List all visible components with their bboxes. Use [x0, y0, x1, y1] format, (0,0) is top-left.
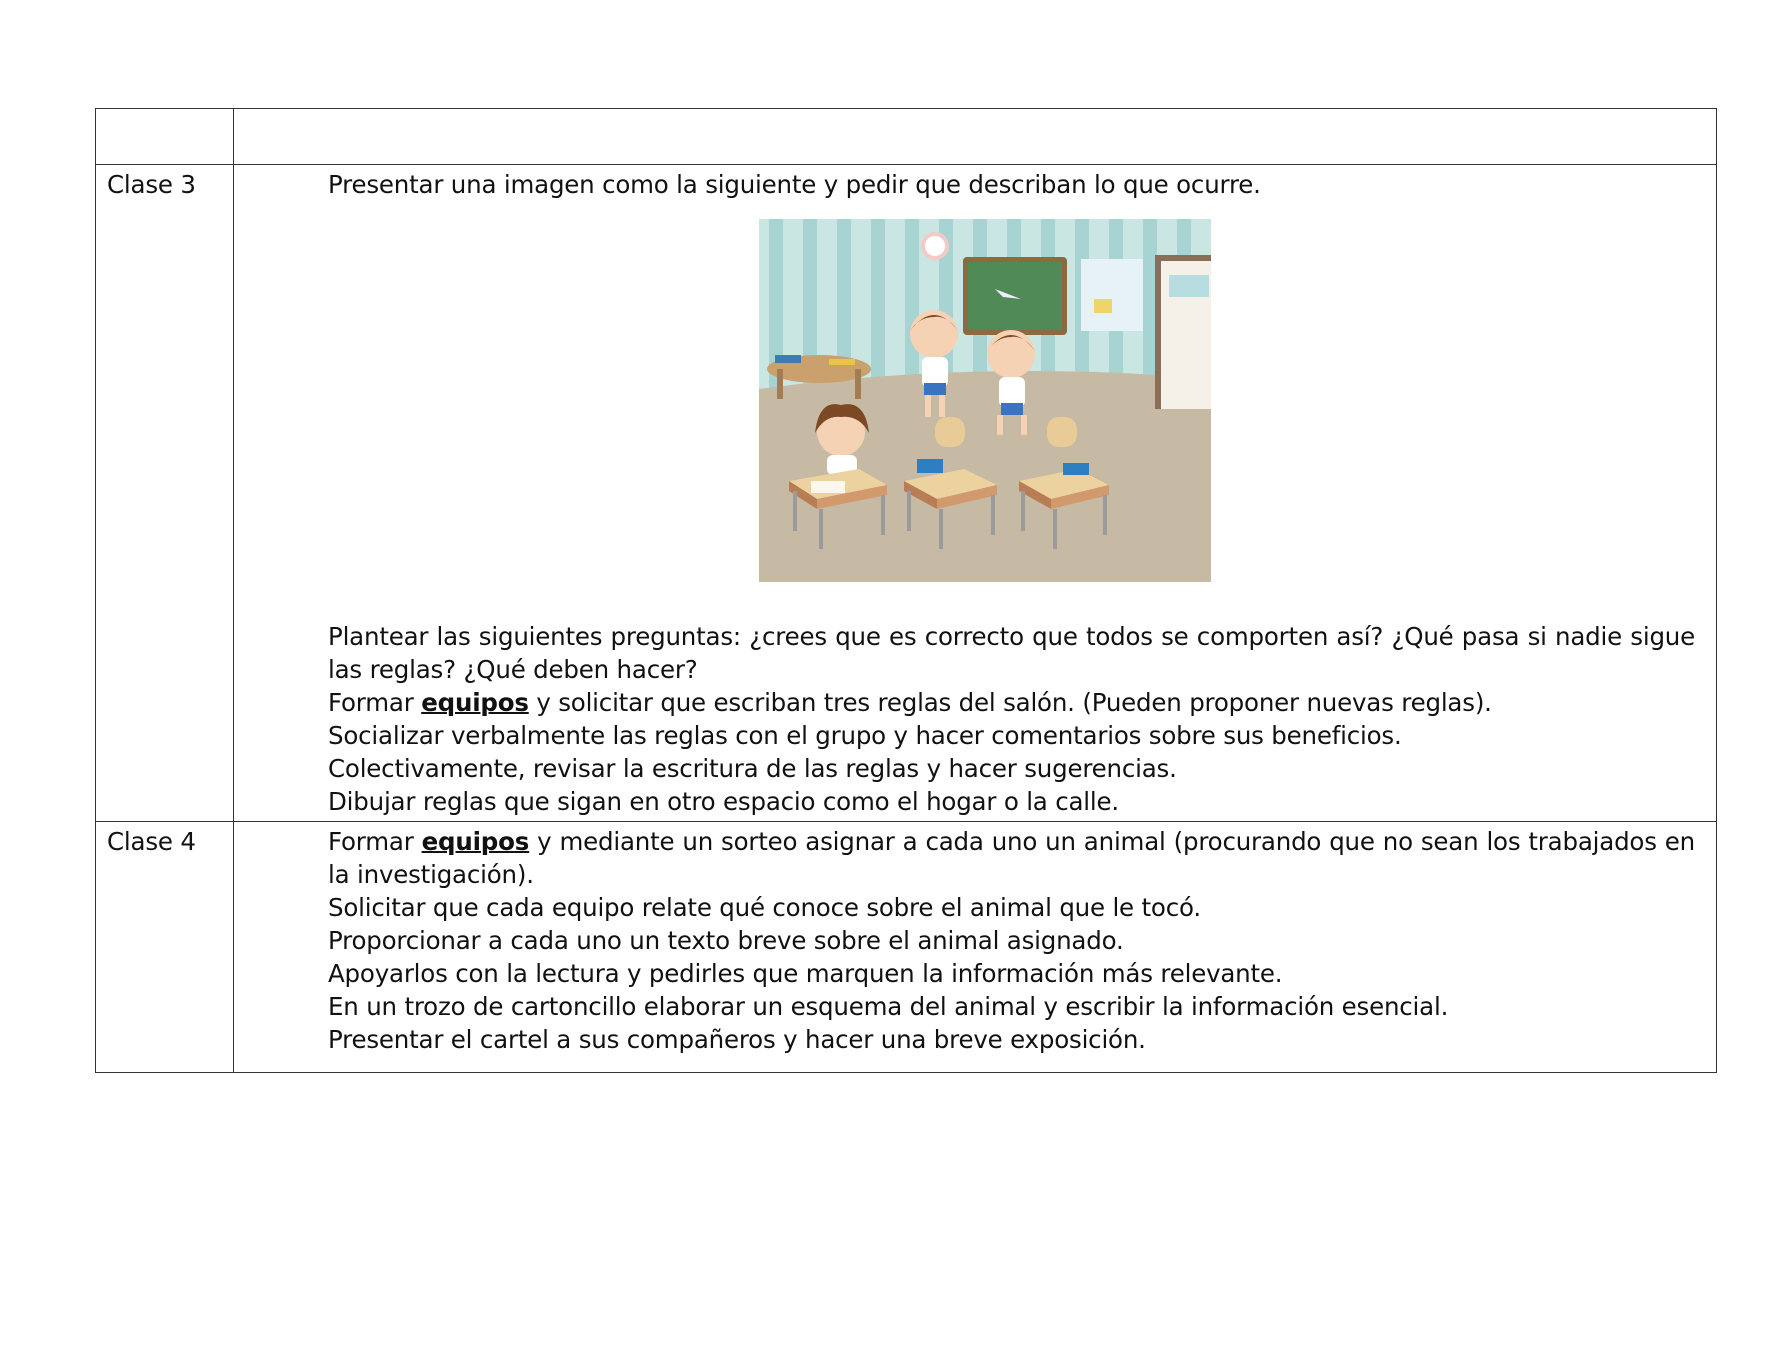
questions-text: Plantear las siguientes preguntas: ¿crees que es correcto que todos se comporten así? ¿Qué pasa si nadie sigue las reglas? ¿Qué deben hacer? [328, 622, 1695, 684]
classroom-illustration-icon [759, 219, 1211, 582]
intro-text: Presentar una imagen como la siguiente y pedir que describan lo que ocurre. [328, 170, 1261, 199]
instruction-line: Socializar verbalmente las reglas con el grupo y hacer comentarios sobre sus beneficios. [328, 721, 1402, 750]
instruction-line: En un trozo de cartoncillo elaborar un esquema del animal y escribir la información esencial. [328, 992, 1449, 1021]
row-label-cell [96, 822, 234, 1073]
instruction-line: Apoyarlos con la lectura y pedirles que marquen la información más relevante. [328, 959, 1283, 988]
table-header-row [96, 109, 1717, 165]
equipos-emphasis: equipos [421, 688, 529, 717]
teams-instruction: Formar equipos y mediante un sorteo asignar a cada uno un animal (procurando que no sean los trabajados en la investigación). [328, 827, 1695, 889]
instruction-line: Colectivamente, revisar la escritura de las reglas y hacer sugerencias. [328, 754, 1177, 783]
header-cell-2 [234, 109, 1717, 165]
row-content-cell [234, 165, 1717, 822]
instruction-line: Dibujar reglas que sigan en otro espacio como el hogar o la calle. [328, 787, 1119, 816]
row-label: Clase 4 [107, 827, 196, 856]
table-row-clase-3 [96, 165, 1717, 822]
instruction-line: Presentar el cartel a sus compañeros y hacer una breve exposición. [328, 1025, 1146, 1054]
teams-instruction: Formar equipos y solicitar que escriban tres reglas del salón. (Pueden proponer nuevas reglas). [328, 688, 1492, 717]
row-content-cell [234, 822, 1717, 1073]
equipos-emphasis: equipos [421, 827, 530, 856]
table-row-clase-4 [96, 822, 1717, 1073]
row-label: Clase 3 [107, 170, 196, 199]
row-label-cell [96, 165, 234, 822]
lesson-plan-table [95, 108, 1717, 1073]
header-cell-1 [96, 109, 234, 165]
instruction-line: Proporcionar a cada uno un texto breve sobre el animal asignado. [328, 926, 1124, 955]
instruction-line: Solicitar que cada equipo relate qué conoce sobre el animal que le tocó. [328, 893, 1201, 922]
